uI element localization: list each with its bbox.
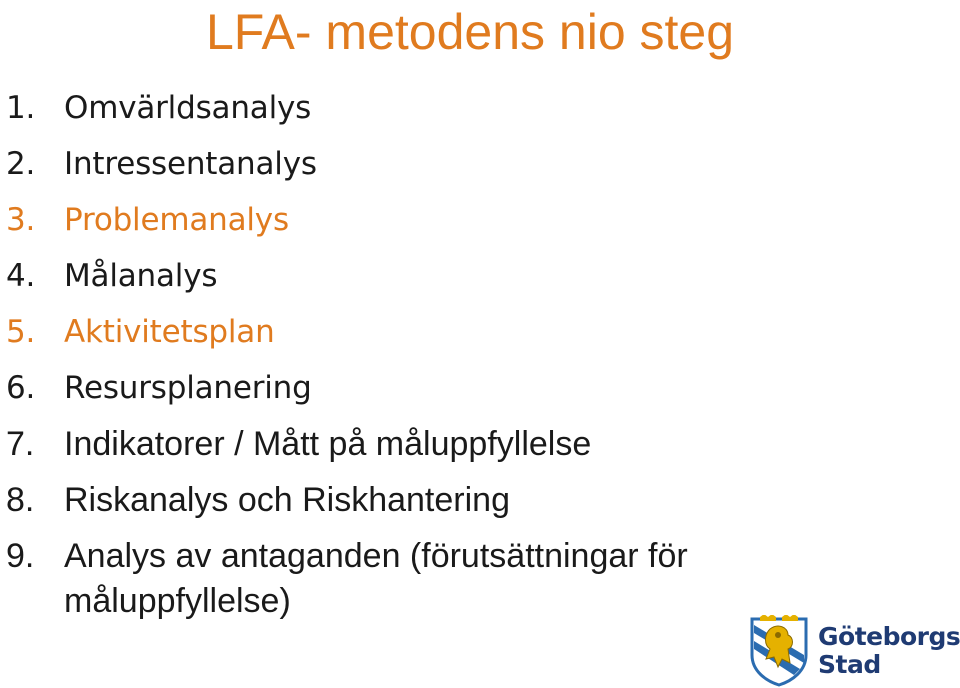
step-number: 3.: [6, 202, 36, 238]
step-text: Resursplanering: [64, 370, 312, 406]
step-number: 1.: [6, 90, 36, 126]
step-text: Indikatorer / Mått på måluppfyllelse: [64, 425, 592, 463]
city-coat-of-arms-icon: [748, 615, 810, 687]
step-text: Riskanalys och Riskhantering: [64, 481, 510, 519]
slide-title: LFA- metodens nio steg: [205, 4, 735, 60]
list-item: [6, 192, 826, 248]
step-text: Målanalys: [64, 258, 218, 294]
list-item: [6, 534, 826, 624]
list-item: [6, 416, 826, 472]
list-item: [6, 136, 826, 192]
logo-line-1: Göteborgs: [818, 622, 960, 651]
steps-list: [6, 80, 826, 624]
list-item: [6, 472, 826, 528]
step-number: 6.: [6, 370, 36, 406]
step-number: 4.: [6, 258, 36, 294]
list-item: [6, 304, 826, 360]
step-number: 8.: [6, 481, 35, 519]
list-item: [6, 248, 826, 304]
step-text: Problemanalys: [64, 202, 289, 238]
step-number: 7.: [6, 425, 35, 463]
step-number: 5.: [6, 314, 36, 350]
step-text: Intressentanalys: [64, 146, 317, 182]
step-number: 9.: [6, 537, 35, 575]
step-text: Omvärldsanalys: [64, 90, 312, 126]
list-item: [6, 80, 826, 136]
step-number: 2.: [6, 146, 36, 182]
logo-line-2: Stad: [818, 650, 881, 679]
list-item: [6, 360, 826, 416]
logo-text: [818, 623, 960, 679]
goteborgs-stad-logo: [748, 614, 960, 688]
step-text: Analys av antaganden (förutsättningar för måluppfyllelse): [64, 537, 688, 620]
step-text: Aktivitetsplan: [64, 314, 275, 350]
